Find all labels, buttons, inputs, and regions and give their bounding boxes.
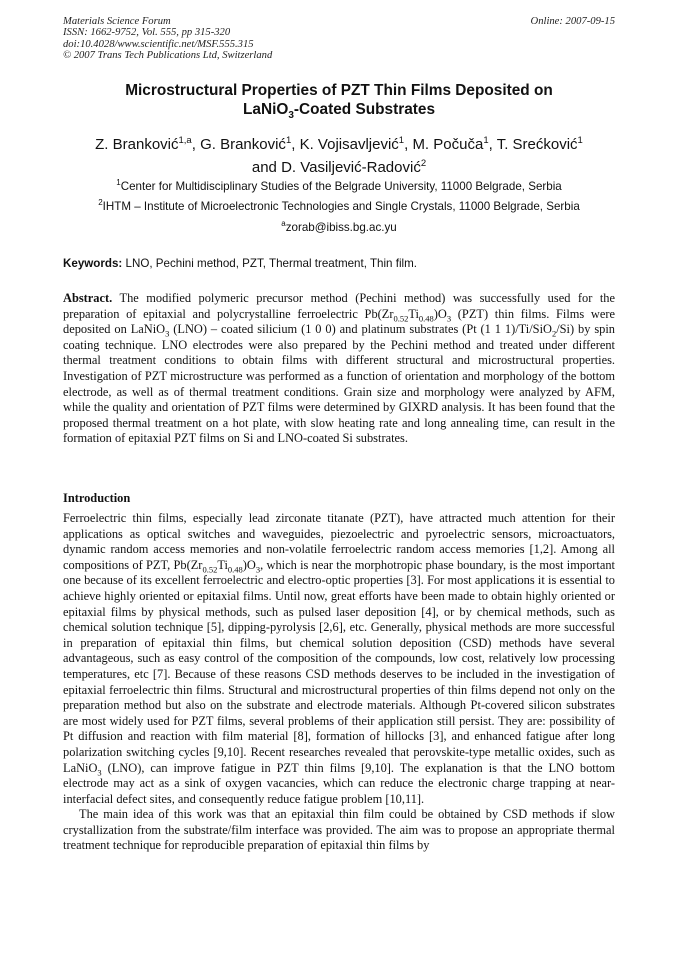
author-list — [63, 131, 615, 177]
title-line-2 — [63, 100, 615, 125]
title-line-1: Microstructural Properties of PZT Thin Films Deposited on — [125, 82, 553, 99]
text-run: (PZT) thin films. Films were deposited on LaNiO — [63, 306, 615, 337]
authors-line-2 — [63, 154, 615, 177]
author-name: T. Srećković — [496, 136, 578, 153]
affiliation-1 — [63, 176, 615, 194]
title-text: -Coated Substrates — [293, 101, 435, 118]
abstract-paragraph — [63, 291, 615, 447]
subscript: 3 — [165, 328, 170, 339]
intro-paragraph-1 — [63, 511, 615, 807]
subscript: 3 — [255, 564, 261, 575]
author-name: G. Branković — [200, 136, 286, 153]
journal-name: Materials Science Forum — [63, 16, 171, 27]
affiliation-text: Center for Multidisciplinary Studies of the Belgrade University, 11000 Belgrade, Serbia — [120, 179, 562, 193]
subscript: 3 — [97, 766, 102, 777]
keywords-text: LNO, Pechini method, PZT, Thermal treatment, Thin film. — [125, 257, 417, 270]
introduction-body — [63, 511, 615, 854]
author-name: K. Vojisavljević — [299, 136, 399, 153]
text-run: , which is near the morphotropic phase boundary, is the most important one because of its excellent ferroelectric and electro-optic properties [3]. For most applications it is essential to achieve highly oriented or epitaxial films. Until now, great efforts have been made to obtain highly oriented or epitaxial films by physical methods, such as pulsed laser deposition [4], or by chemical methods, such as chemical solution technique [5], dipping-pyrolysis [2,6], etc. Generally, physical methods are more successful in preparation of epitaxial thin films, but chemical solution deposition (CSD) methods have several advantageous, such as easy control of the composition of the compounds, low cost, relatively low processing temperatures, etc [7]. Because of these reasons CSD methods deserves to be included in the investigation of epitaxial ferroelectric thin films. Structural and microstructural properties of thin films depend not only on the preparation method but also on the substrate and electrode materials. Although Pt-covered silicon substrates are most widely used for PZT films, several problems of their application still persist. They are: possibility of Pt diffusion and reaction with film material [8], formation of hillocks [3], and enhanced fatigue after long polarization switching cycles [9,10]. Recent researches revealed that perovskite-type metallic oxides, such as LaNiO — [63, 557, 615, 775]
email-text: zorab@ibiss.bg.ac.yu — [285, 220, 397, 234]
text-run: )O — [433, 306, 447, 321]
text-run: Ferroelectric thin films, especially lead zirconate titanate (PZT), have attracted much attention for their applications as optical switches and waveguides, piezoelectric and pyroelectric sensors, microactuators, dynamic random access memories and non-volatile ferroelectric random access memories [1,2]. Among all compositions of PZT, Pb(Zr — [63, 511, 615, 572]
author-email — [63, 217, 615, 235]
affiliation-mark: a — [281, 219, 286, 228]
text-run: )O — [242, 557, 256, 572]
affiliation-mark: 1 — [116, 178, 121, 187]
affiliation-2 — [63, 196, 615, 214]
journal-doi: doi:10.4028/www.scientific.net/MSF.555.315 — [63, 38, 254, 50]
authors-line-1: Z. Branković$^{1,a}$, G. Branković$^1$, K. Vojisavljević$^1$, M. Počuča$^1$, T. Srećković$^1$ — [95, 135, 583, 153]
subscript: 0.52 — [202, 564, 218, 575]
text-run: Ti — [408, 306, 419, 321]
text-run: (LNO), can improve fatigue in PZT thin films [9,10]. The explanation is that the LNO bottom electrode may act as a sink of oxygen vacancies, which can reduce the electronic charge trapping at near-interfacial defect sites, and consequently reduce fatigue problem [10,11]. — [63, 760, 615, 806]
text-run: The modified polymeric precursor method (Pechini method) was successfully used for the preparation of epitaxial and polycrystalline ferroelectric Pb(Zr — [63, 291, 615, 321]
intro-paragraph-2: The main idea of this work was that an epitaxial thin film could be obtained by CSD methods if slow crystallization from the substrate/film interface was provided. The aim was to propose an appropriate thermal treatment technique for reproducible preparation of epitaxial thin films by — [63, 807, 615, 853]
subscript: 2 — [551, 328, 557, 339]
keywords-label: Keywords: — [63, 257, 123, 270]
abstract — [63, 291, 615, 447]
subscript: 0.48 — [418, 313, 434, 324]
author-affil: 1 — [483, 135, 489, 146]
text-run: Ti — [217, 557, 228, 572]
author-affil: 1 — [285, 135, 292, 146]
subscript: 0.48 — [227, 564, 243, 575]
author-affil: 2 — [420, 158, 427, 169]
author-name: M. Počuča — [412, 136, 484, 153]
affiliation-mark: 2 — [98, 198, 103, 207]
online-date: Online: 2007-09-15 — [530, 16, 615, 27]
journal-header — [63, 16, 615, 62]
title-text: LaNiO — [243, 101, 289, 118]
subscript: 0.52 — [393, 313, 409, 324]
text-run: (LNO) – coated silicium (1 0 0) and platinum substrates (Pt (1 1 1)/Ti/SiO — [169, 322, 552, 337]
subscript: 3 — [446, 313, 452, 324]
paper-title — [63, 81, 615, 125]
author-affil: 1 — [398, 135, 405, 146]
title-subscript: 3 — [288, 110, 294, 122]
author-affil: 1 — [577, 135, 583, 146]
text-run: /Si) by spin coating technique. LNO electrodes were also prepared by the Pechini method and treated under different thermal treatment conditions to obtain films with different structural and microstructural properties. Investigation of PZT microstructure was performed as a function of orientation and morphology of the bottom electrode, as well as of thermal treatment conditions. Grain size and morphology were analyzed by AFM, while the quality and orientation of PZT films were determined by GIXRD analysis. It has been found that the proposed thermal treatment on a hot plate, with slow heating rate and long annealing time, can result in the formation of epitaxial PZT films on Si and LNO-coated Si substrates. — [63, 322, 615, 446]
author-name: D. Vasiljević-Radović — [281, 159, 421, 176]
keywords — [63, 257, 615, 271]
affiliation-text: IHTM – Institute of Microelectronic Technologies and Single Crystals, 11000 Belgrade, Serbia — [102, 199, 580, 213]
authors-and: and — [251, 159, 277, 176]
section-heading-introduction: Introduction — [63, 491, 131, 505]
abstract-label: Abstract. — [63, 291, 113, 305]
journal-issn: ISSN: 1662-9752, Vol. 555, pp 315-320 — [63, 27, 231, 39]
journal-copyright: © 2007 Trans Tech Publications Ltd, Switzerland — [63, 50, 273, 62]
author-affil: 1,a — [178, 135, 192, 146]
author-name: Z. Branković — [95, 136, 179, 153]
